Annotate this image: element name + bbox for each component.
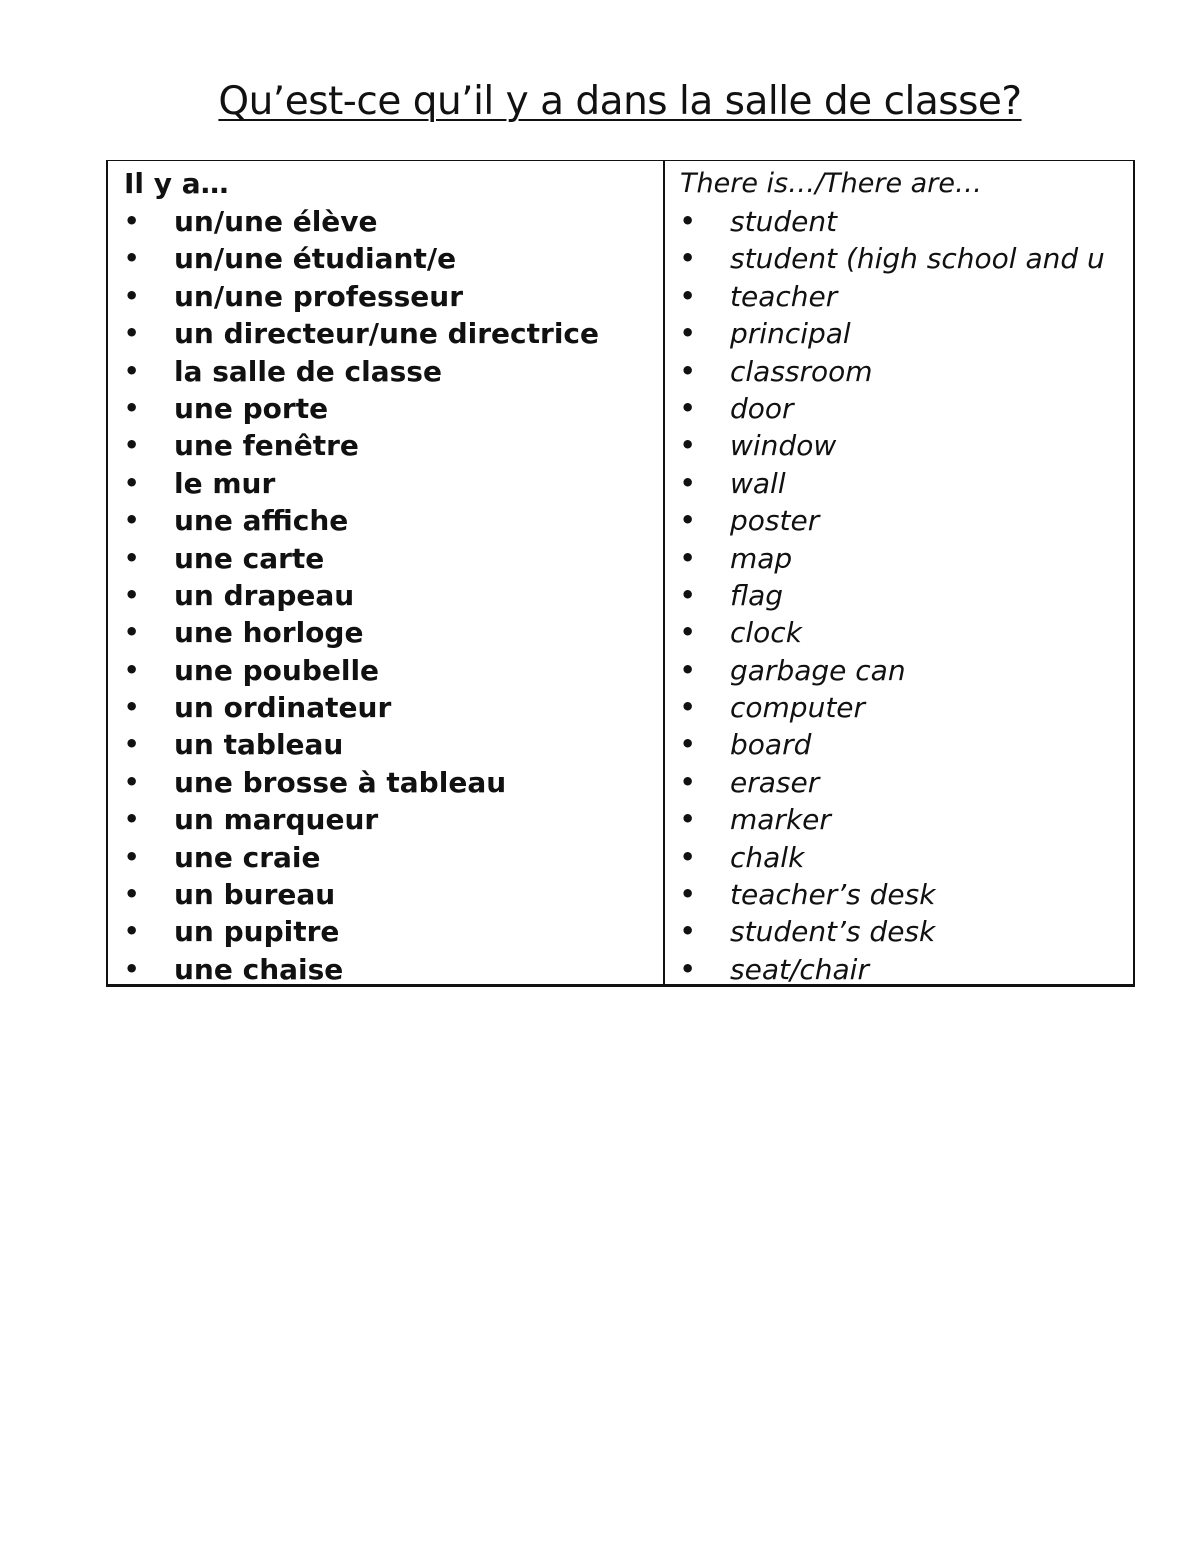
french-column-header: Il y a…	[124, 167, 229, 200]
bullet-icon: •	[680, 319, 696, 348]
english-list-item	[680, 689, 1135, 726]
bullet-icon: •	[680, 244, 696, 273]
english-vocabulary-list	[680, 203, 1135, 987]
bullet-icon: •	[124, 805, 140, 834]
english-list-item	[680, 801, 1135, 838]
french-list-item	[124, 689, 664, 726]
bullet-icon: •	[680, 730, 696, 759]
bullet-icon: •	[680, 207, 696, 235]
english-list-item	[680, 876, 1135, 913]
french-list-item	[124, 614, 664, 651]
french-list-item	[124, 465, 664, 502]
bullet-icon: •	[680, 954, 696, 983]
english-term: poster	[730, 504, 820, 538]
french-term: une fenêtre	[174, 429, 359, 463]
french-term: le mur	[174, 466, 276, 500]
french-list-item	[124, 913, 664, 950]
bullet-icon: •	[680, 281, 696, 310]
french-term: une brosse à tableau	[174, 765, 507, 799]
english-list-item	[680, 465, 1135, 502]
french-term: un drapeau	[174, 578, 355, 612]
french-term: une craie	[174, 840, 321, 874]
french-list-item	[124, 652, 664, 689]
bullet-icon: •	[124, 468, 140, 497]
french-term: la salle de classe	[174, 354, 442, 388]
english-list-item	[680, 577, 1135, 614]
bullet-icon: •	[124, 767, 140, 796]
english-term: marker	[730, 803, 831, 837]
french-column	[124, 165, 664, 987]
french-term: une horloge	[174, 616, 364, 650]
bullet-icon: •	[124, 954, 140, 983]
bullet-icon: •	[124, 506, 140, 535]
english-list-item	[680, 764, 1135, 801]
bullet-icon: •	[124, 880, 140, 909]
french-list-item	[124, 353, 664, 390]
english-term: teacher’s desk	[730, 878, 936, 912]
bullet-icon: •	[680, 506, 696, 535]
french-term: un bureau	[174, 878, 336, 912]
french-term: une porte	[174, 391, 329, 425]
french-term: un/une élève	[174, 205, 378, 238]
english-term: wall	[730, 466, 786, 500]
french-term: un pupitre	[174, 915, 340, 949]
english-list-item	[680, 614, 1135, 651]
french-term: une carte	[174, 541, 325, 575]
bullet-icon: •	[680, 880, 696, 909]
french-list-item	[124, 801, 664, 838]
french-term: un directeur/une directrice	[174, 317, 600, 351]
bullet-icon: •	[680, 431, 696, 460]
french-list-item	[124, 427, 664, 464]
english-term: computer	[730, 691, 866, 725]
bullet-icon: •	[680, 693, 696, 722]
bullet-icon: •	[680, 655, 696, 684]
english-term: seat/chair	[730, 952, 869, 986]
bullet-icon: •	[124, 281, 140, 310]
french-list-item	[124, 764, 664, 801]
bullet-icon: •	[124, 917, 140, 946]
bullet-icon: •	[124, 431, 140, 460]
english-list-item	[680, 502, 1135, 539]
english-term: window	[730, 429, 837, 463]
english-list-item	[680, 353, 1135, 390]
english-list-item	[680, 913, 1135, 950]
bullet-icon: •	[124, 393, 140, 422]
french-term: un ordinateur	[174, 691, 392, 725]
english-list-item	[680, 839, 1135, 876]
bullet-icon: •	[124, 730, 140, 759]
english-term: student (high school and u	[730, 242, 1105, 276]
bullet-icon: •	[124, 543, 140, 572]
french-list-item	[124, 390, 664, 427]
english-list-item	[680, 540, 1135, 577]
english-list-item	[680, 652, 1135, 689]
english-term: principal	[730, 317, 851, 351]
english-column	[680, 165, 1135, 987]
french-list-item	[124, 502, 664, 539]
vocabulary-table	[106, 160, 1135, 987]
french-list-item	[124, 240, 664, 277]
french-list-item	[124, 839, 664, 876]
bullet-icon: •	[124, 319, 140, 348]
english-list-item	[680, 240, 1135, 277]
bullet-icon: •	[680, 767, 696, 796]
english-list-item	[680, 427, 1135, 464]
page-title: Qu’est-ce qu’il y a dans la salle de classe?	[218, 79, 1022, 124]
bullet-icon: •	[680, 393, 696, 422]
bullet-icon: •	[124, 580, 140, 609]
bullet-icon: •	[680, 468, 696, 497]
bullet-icon: •	[124, 655, 140, 684]
english-list-item	[680, 726, 1135, 763]
french-term: un tableau	[174, 728, 344, 762]
bullet-icon: •	[124, 618, 140, 647]
french-list-item	[124, 876, 664, 913]
english-term: board	[730, 728, 812, 762]
english-term: teacher	[730, 279, 838, 313]
french-term: un/une professeur	[174, 279, 464, 313]
english-term: map	[730, 541, 793, 575]
english-term: classroom	[730, 354, 873, 388]
bullet-icon: •	[680, 917, 696, 946]
bullet-icon: •	[680, 805, 696, 834]
french-list-item	[124, 540, 664, 577]
bullet-icon: •	[124, 356, 140, 385]
french-term: une poubelle	[174, 653, 380, 687]
french-list-item	[124, 278, 664, 315]
bullet-icon: •	[124, 207, 140, 235]
bullet-icon: •	[124, 842, 140, 871]
english-term: door	[730, 391, 794, 425]
english-list-item	[680, 390, 1135, 427]
french-term: un marqueur	[174, 803, 379, 837]
english-list-item	[680, 951, 1135, 987]
english-term: eraser	[730, 765, 820, 799]
bullet-icon: •	[124, 244, 140, 273]
french-list-item	[124, 726, 664, 763]
english-list-item	[680, 278, 1135, 315]
bullet-icon: •	[680, 356, 696, 385]
french-list-item	[124, 203, 664, 240]
french-term: une affiche	[174, 504, 349, 538]
english-term: student	[730, 205, 838, 238]
english-term: chalk	[730, 840, 805, 874]
english-list-item	[680, 203, 1135, 240]
english-term: flag	[730, 578, 784, 612]
french-list-item	[124, 577, 664, 614]
english-term: garbage can	[730, 653, 906, 687]
french-vocabulary-list	[124, 203, 664, 987]
bullet-icon: •	[124, 693, 140, 722]
french-list-item	[124, 951, 664, 987]
english-term: clock	[730, 616, 802, 650]
french-term: une chaise	[174, 952, 344, 986]
bullet-icon: •	[680, 580, 696, 609]
english-list-item	[680, 315, 1135, 352]
bullet-icon: •	[680, 543, 696, 572]
french-term: un/une étudiant/e	[174, 242, 457, 276]
english-column-header: There is…/There are…	[680, 168, 982, 199]
english-term: student’s desk	[730, 915, 936, 949]
bullet-icon: •	[680, 842, 696, 871]
bullet-icon: •	[680, 618, 696, 647]
french-list-item	[124, 315, 664, 352]
